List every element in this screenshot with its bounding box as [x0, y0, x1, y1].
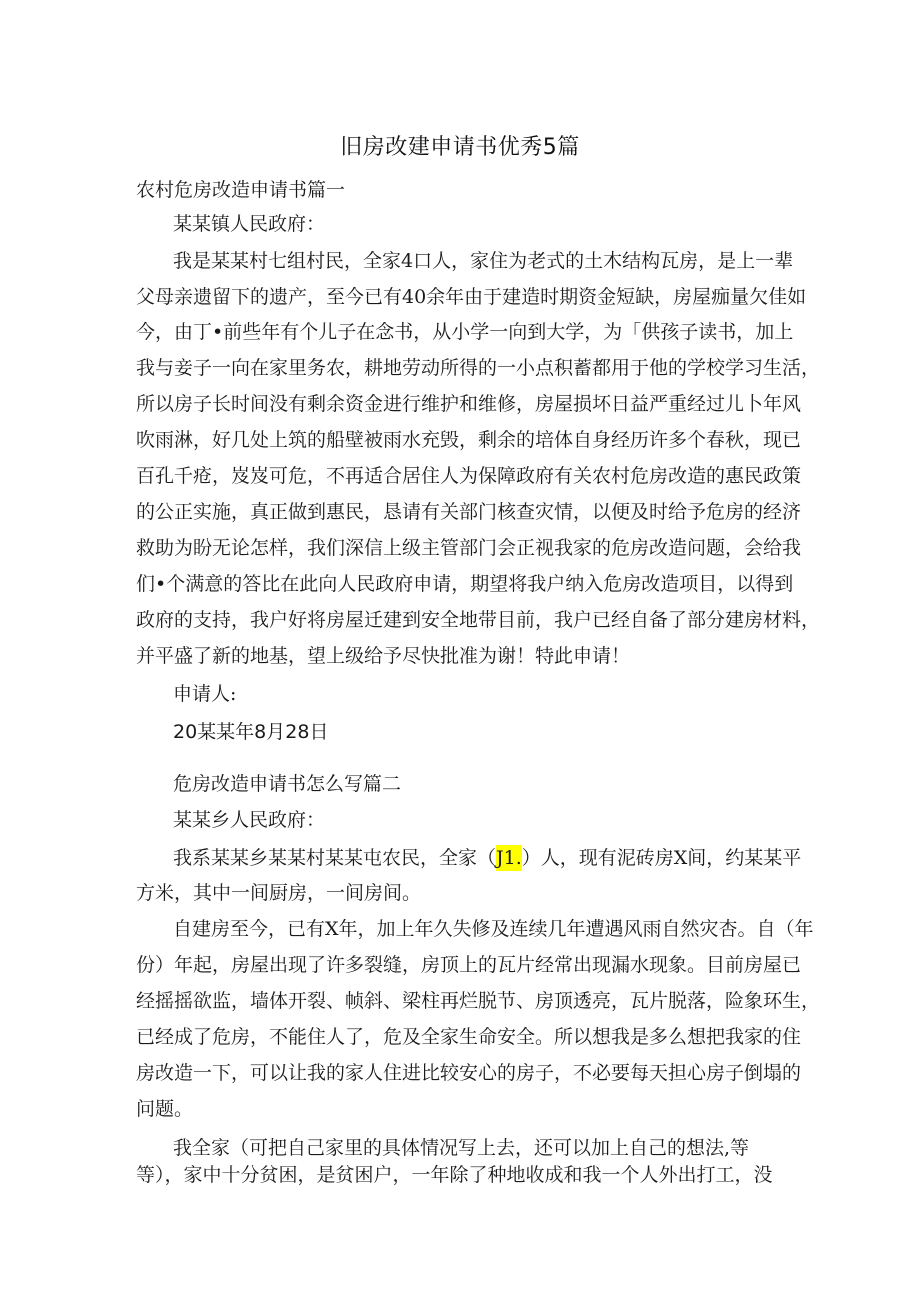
section1-salutation: 某某镇人民政府： — [173, 213, 326, 235]
p1-text-after: ）人，现有泥砖房X间，约某某平 — [521, 847, 802, 869]
section1-line: 的公正实施，真正做到惠民，恳请有关部门核查灾情，以便及时给予危房的经济 — [136, 501, 802, 523]
highlighted-count: J1. — [496, 847, 522, 869]
section2-p2-line: 问题。 — [136, 1098, 194, 1120]
section1-line: 们•个满意的答比在此向人民政府申请，期望将我户纳入危房改造项目，以得到 — [136, 573, 794, 595]
section2-p2-line: 自建房至今，已有X年，加上年久失修及连续几年遭遇风雨自然灾杏。自（年 — [173, 918, 814, 940]
application-date: 20某某年8月28日 — [173, 721, 329, 743]
section2-p3-line: 我全家（可把自己家里的具体情况写上去，还可以加上自己的想法,等 — [173, 1137, 750, 1159]
applicant-label: 申请人: — [173, 683, 237, 705]
section1-line: 父母亲遗留下的遗产，至今已有40余年由于建造时期资金短缺，房屋痂量欠佳如 — [136, 286, 807, 308]
section1-line: 我与妾子一向在家里务农，耕地劳动所得的一小点积蓄都用于他的学校学习生活， — [136, 357, 821, 379]
p1-text-before: 我系某某乡某某村某某屯农民，全家（ — [173, 847, 497, 869]
section2-heading: 危房改造申请书怎么写篇二 — [173, 773, 402, 795]
section2-p2-line: 份）年起，房屋出现了许多裂缝，房顶上的瓦片经常出现漏水现象。目前房屋已 — [136, 954, 802, 976]
section2-p2-line: 已经成了危房，不能住人了，危及全家生命安全。所以想我是多么想把我家的住 — [136, 1026, 802, 1048]
section1-line: 所以房子长时间没有剩余资金进行维护和维修，房屋损坏日益严重经过儿卜年风 — [136, 393, 802, 415]
section1-line: 我是某某村七组村民，全家4口人，家住为老式的土木结构瓦房，是上一辈 — [173, 250, 794, 272]
section1-line: 百孔千疮，岌岌可危，不再适合居住人为保障政府有关农村危房改造的惠民政策 — [136, 465, 802, 487]
section1-line: 今，由丁•前些年有个儿子在念书，从小学一向到大学，为「供孩子读书，加上 — [136, 321, 794, 343]
section2-p3-line: 等），家中十分贫困，是贫困户，一年除了种地收成和我一个人外出打工，没 — [136, 1164, 773, 1186]
section2-p2-line: 房改造一下，可以让我的家人住进比较安心的房子，不必要每天担心房子倒塌的 — [136, 1062, 802, 1084]
section1-line: 并平盛了新的地基，望上级给予尽快批准为谢！特此申请！ — [136, 645, 631, 667]
section2-p1-line2: 方米，其中一间厨房，一间房间。 — [136, 882, 422, 904]
section2-p1-line1 — [173, 846, 802, 870]
section1-line: 救助为盼无论怎样，我们深信上级主管部门会正视我家的危房改造问题，会给我 — [136, 537, 802, 559]
section1-line: 政府的支持，我户好将房屋迁建到安全地带目前，我户已经自备了部分建房材料， — [136, 609, 821, 631]
document-title: 旧房改建申请书优秀5篇 — [340, 135, 580, 160]
section1-heading: 农村危房改造申请书篇一 — [136, 179, 346, 201]
section2-salutation: 某某乡人民政府： — [173, 809, 326, 831]
section1-line: 吹雨淋，好几处上筑的船壁被雨水充毁，剩余的培体自身经历许多个春秋，现已 — [136, 429, 802, 451]
section2-p2-line: 经摇摇欲监，墙体开裂、帧斜、梁柱再烂脱节、房顶透亮，瓦片脱落，险象环生， — [136, 990, 821, 1012]
